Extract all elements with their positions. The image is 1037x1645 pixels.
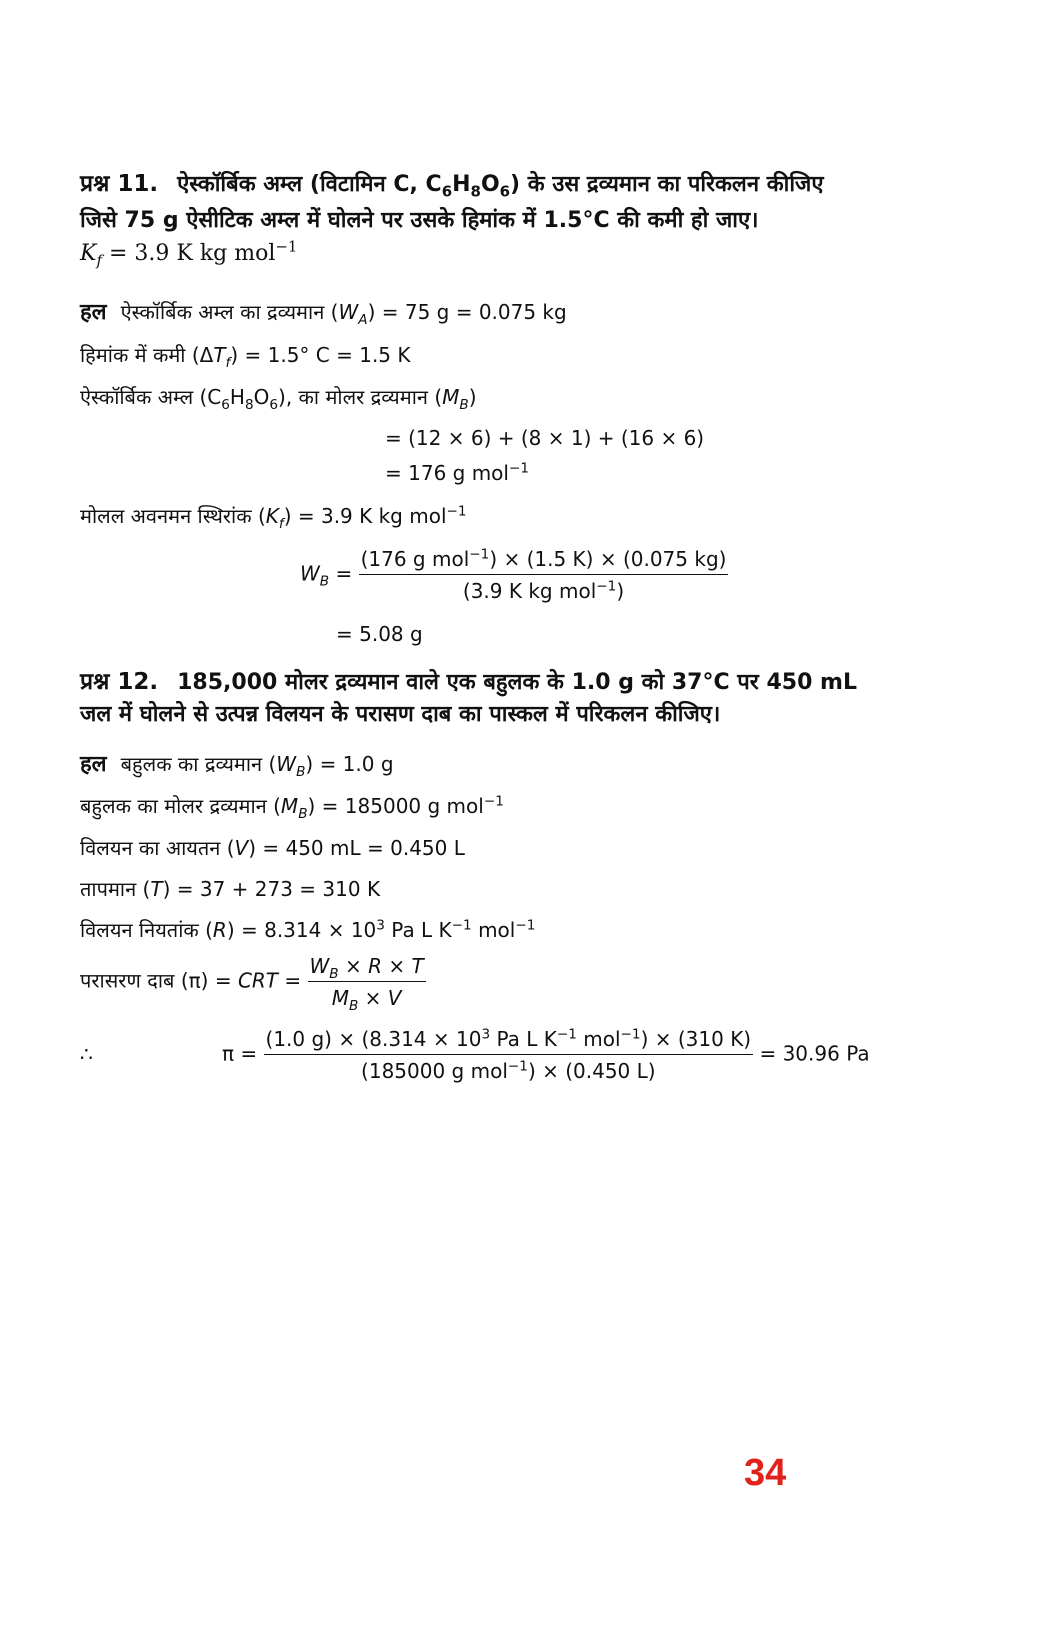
osmotic-fraction [308, 952, 426, 1012]
osmotic-numerator: $W_B \times R \times T$ [309, 954, 424, 982]
final-numerator: (1.0 $g) \times (8.314 \times 10^3$ Pa L $K^{-1}$ mol$^{-1}$) × (310 K) [264, 1025, 754, 1055]
wb-denominator: (3.9 K kg mol$^{-1}$) [462, 578, 625, 603]
page-number: 34 [744, 1452, 787, 1494]
osmotic-denominator: $M_B \times V$ [331, 986, 402, 1014]
solution-11-line-2: हिमांक में कमी $(\Delta T_f) = 1.5^\circ$ C = 1.5 K [80, 343, 411, 371]
question-12-label: प्रश्न 12. [80, 669, 159, 695]
wb-numerator: (176 g mol$^{-1}$) × (1.5 K) × (0.075 kg) [359, 545, 729, 575]
question-11-text: ऐस्कॉर्बिक अम्ल (विटामिन C, $C_6H_8O_6$) के उस द्रव्यमान का परिकलन कीजिए [177, 172, 824, 201]
solution-11-line-3: ऐस्कॉर्बिक अम्ल $(C_6H_8O_6)$, का मोलर द्रव्यमान $(M_B)$ [80, 385, 477, 413]
solution-12-final-equation: π = $\frac{(1.0 g) \times (8.314 \times 10^3 Pa L K^{-1} mol^{-1}) \times (310 K)}{(185000 g mol^{-1}) \times (0.450 L)}$ = 30.96 Pa [222, 1026, 870, 1083]
solution-11-calc-1: = (12 × 6) + (8 × 1) + (16 × 6) [385, 426, 705, 450]
question-11 [80, 168, 824, 201]
solution-11-result: = 5.08 g [336, 622, 423, 646]
solution-12-line-4: तापमान (T) = 37 + 273 = 310 K [80, 877, 381, 901]
solution-label: हल [80, 300, 107, 325]
final-fraction [264, 1025, 754, 1085]
solution-12-line-1: हल बहुलक का द्रव्यमान $(W_B) = 1.0$ g [80, 752, 394, 780]
solution-11-kf: मोलल अवनमन स्थिरांक $(K_f) = 3.9$ K kg mol$^{-1}$ [80, 503, 467, 532]
solution-12-line-3: विलयन का आयतन (V) = 450 mL = 0.450 L [80, 836, 465, 860]
question-12-text: 185,000 मोलर द्रव्यमान वाले एक बहुलक के 1.0 g को 37°C पर 450 mL [177, 670, 857, 695]
solution-11-line-1: हल ऐस्कॉर्बिक अम्ल का द्रव्यमान $(W_A) = 75$ g = 0.075 kg [80, 300, 567, 328]
solution-11-calc-2: = 176 g mol$^{-1}$ [385, 460, 530, 485]
wb-fraction [359, 545, 729, 605]
final-denominator: (185000 g mol$^{-1}$) × (0.450 L) [361, 1058, 656, 1083]
final-result: = 30.96 Pa [753, 1041, 870, 1066]
solution-12-line-2: बहुलक का मोलर द्रव्यमान $(M_B) = 185000$ g mol$^{-1}$ [80, 793, 504, 822]
solution-12-line-5: विलयन नियतांक $(R) = 8.314 \times 10^3$ Pa L $K^{-1}$ mol$^{-1}$ [80, 917, 536, 942]
therefore-symbol: ∴ [80, 1042, 93, 1066]
solution-11-wb-equation: $W_B$ = $\frac{(176 g mol^{-1}) \times (1.5 K) \times (0.075 kg)}{(3.9 K kg mol^{-1})}$ [300, 546, 727, 603]
solution-label: हल [80, 752, 107, 777]
question-11-kf: $K_f = 3.9$ K kg mol$^{-1}$ [80, 237, 298, 270]
question-12-line-2: जल में घोलने से उत्पन्न विलयन के परासण दाब का पास्कल में परिकलन कीजिए। [80, 702, 721, 727]
solution-12-osmotic-formula: परासरण दाब (π) = CRT = $\frac{W_B \times R \times T}{M_B \times V}$ [80, 954, 424, 1014]
question-11-label: प्रश्न 11. [80, 171, 159, 197]
question-11-line-2: जिसे 75 g ऐसीटिक अम्ल में घोलने पर उसके हिमांक में 1.5°C की कमी हो जाए। [80, 208, 759, 233]
question-12 [80, 666, 857, 699]
